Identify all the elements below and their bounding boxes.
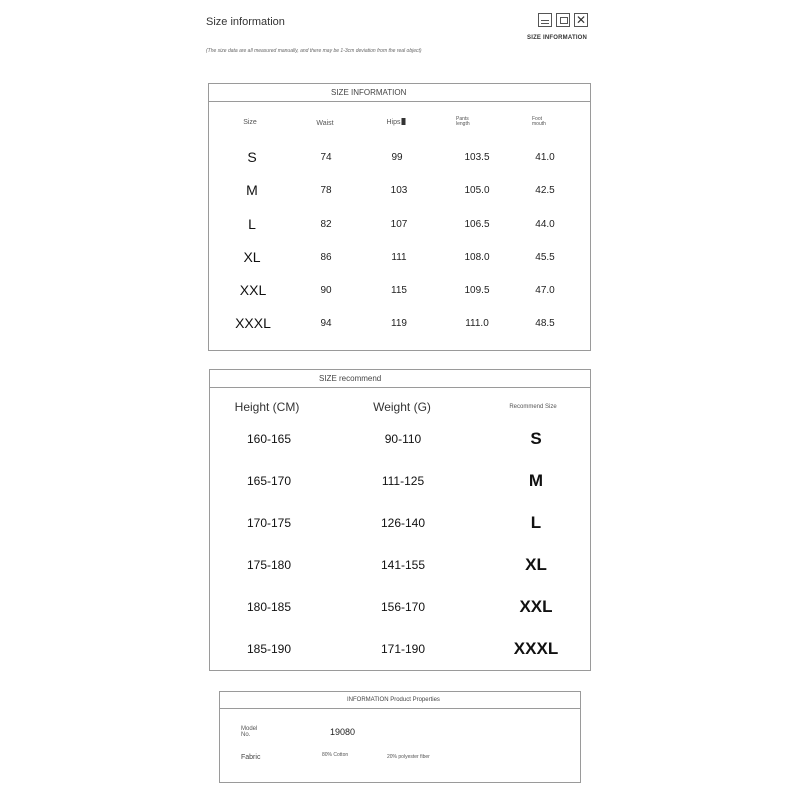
- recommend-size-cell: XXL: [519, 597, 553, 616]
- size-recommend-panel: [209, 369, 591, 671]
- waist-cell: 78: [320, 185, 332, 196]
- height-cell: 170-175: [246, 516, 292, 530]
- foot-mouth-cell: 48.5: [535, 318, 555, 329]
- page-title: Size information: [206, 16, 285, 28]
- waist-cell: 86: [320, 252, 332, 263]
- header-size: Size: [243, 119, 257, 126]
- hips-cell: 111: [391, 252, 407, 263]
- weight-cell: 126-140: [380, 516, 426, 530]
- foot-mouth-cell: 41.0: [535, 152, 555, 163]
- restore-icon[interactable]: [556, 13, 570, 27]
- foot-mouth-cell: 45.5: [535, 252, 555, 263]
- close-icon[interactable]: ✕: [575, 13, 587, 27]
- header-pants-length: Pants length: [456, 116, 470, 127]
- recommend-size-cell: S: [530, 429, 542, 448]
- size-recommend-heading: SIZE recommend: [210, 370, 590, 388]
- header-height: Height (CM): [234, 400, 300, 414]
- pants-length-cell: 105.0: [464, 185, 490, 196]
- weight-cell: 111-125: [381, 474, 425, 488]
- header-hips-label: Hips: [386, 119, 401, 126]
- cursor-icon: [402, 118, 406, 125]
- foot-mouth-cell: 42.5: [535, 185, 555, 196]
- size-cell: XL: [243, 249, 261, 265]
- header-foot-mouth: Foot mouth: [532, 116, 546, 127]
- waist-cell: 74: [320, 152, 332, 163]
- header-weight: Weight (G): [373, 400, 431, 414]
- model-label: Model No.: [241, 726, 258, 738]
- height-cell: 165-170: [246, 474, 292, 488]
- size-cell: XXL: [239, 282, 267, 298]
- pants-length-cell: 106.5: [464, 219, 490, 230]
- measurement-note: (The size data are all measured manually, and there may be 1-3cm deviation from the real object): [206, 48, 422, 54]
- hips-cell: 115: [391, 285, 407, 296]
- weight-cell: 171-190: [380, 642, 426, 656]
- size-information-heading: SIZE INFORMATION: [209, 84, 590, 102]
- recommend-size-cell: XXXL: [513, 639, 559, 658]
- hips-cell: 107: [390, 219, 408, 230]
- weight-cell: 141-155: [380, 558, 426, 572]
- hips-cell: 119: [391, 318, 407, 329]
- minimize-icon[interactable]: [538, 13, 552, 27]
- fabric-label: Fabric: [241, 754, 261, 761]
- height-cell: 180-185: [246, 600, 292, 614]
- recommend-size-cell: XL: [525, 555, 547, 574]
- size-cell: L: [248, 216, 256, 232]
- recommend-size-cell: L: [530, 513, 542, 532]
- product-properties-heading: INFORMATION Product Properties: [220, 692, 580, 709]
- hips-cell: 103: [390, 185, 408, 196]
- fabric-polyester: 20% polyester fiber: [387, 754, 430, 760]
- header-waist: Waist: [316, 120, 334, 127]
- weight-cell: 156-170: [380, 600, 426, 614]
- pants-length-cell: 103.5: [464, 152, 490, 163]
- header-recommend-size: Recommend Size: [509, 404, 557, 410]
- window-caption: SIZE INFORMATION: [527, 35, 588, 41]
- size-cell: XXXL: [235, 315, 271, 331]
- recommend-size-cell: M: [528, 471, 544, 490]
- hips-cell: 99: [391, 152, 403, 163]
- pants-length-cell: 109.5: [464, 285, 490, 296]
- waist-cell: 82: [320, 219, 332, 230]
- pants-length-cell: 111.0: [465, 318, 489, 329]
- fabric-cotton: 80% Cotton: [322, 752, 349, 758]
- height-cell: 185-190: [246, 642, 292, 656]
- model-value: 19080: [330, 727, 356, 737]
- product-properties-panel: [219, 691, 581, 783]
- size-cell: S: [247, 149, 257, 165]
- window-controls: [538, 13, 588, 27]
- pants-length-cell: 108.0: [464, 252, 490, 263]
- header-hips: [386, 118, 405, 126]
- foot-mouth-cell: 47.0: [535, 285, 555, 296]
- waist-cell: 94: [320, 318, 332, 329]
- size-information-panel: [208, 83, 591, 351]
- weight-cell: 90-110: [384, 432, 422, 446]
- height-cell: 175-180: [246, 558, 292, 572]
- foot-mouth-cell: 44.0: [535, 219, 555, 230]
- waist-cell: 90: [320, 285, 332, 296]
- height-cell: 160-165: [246, 432, 292, 446]
- size-cell: M: [246, 182, 258, 198]
